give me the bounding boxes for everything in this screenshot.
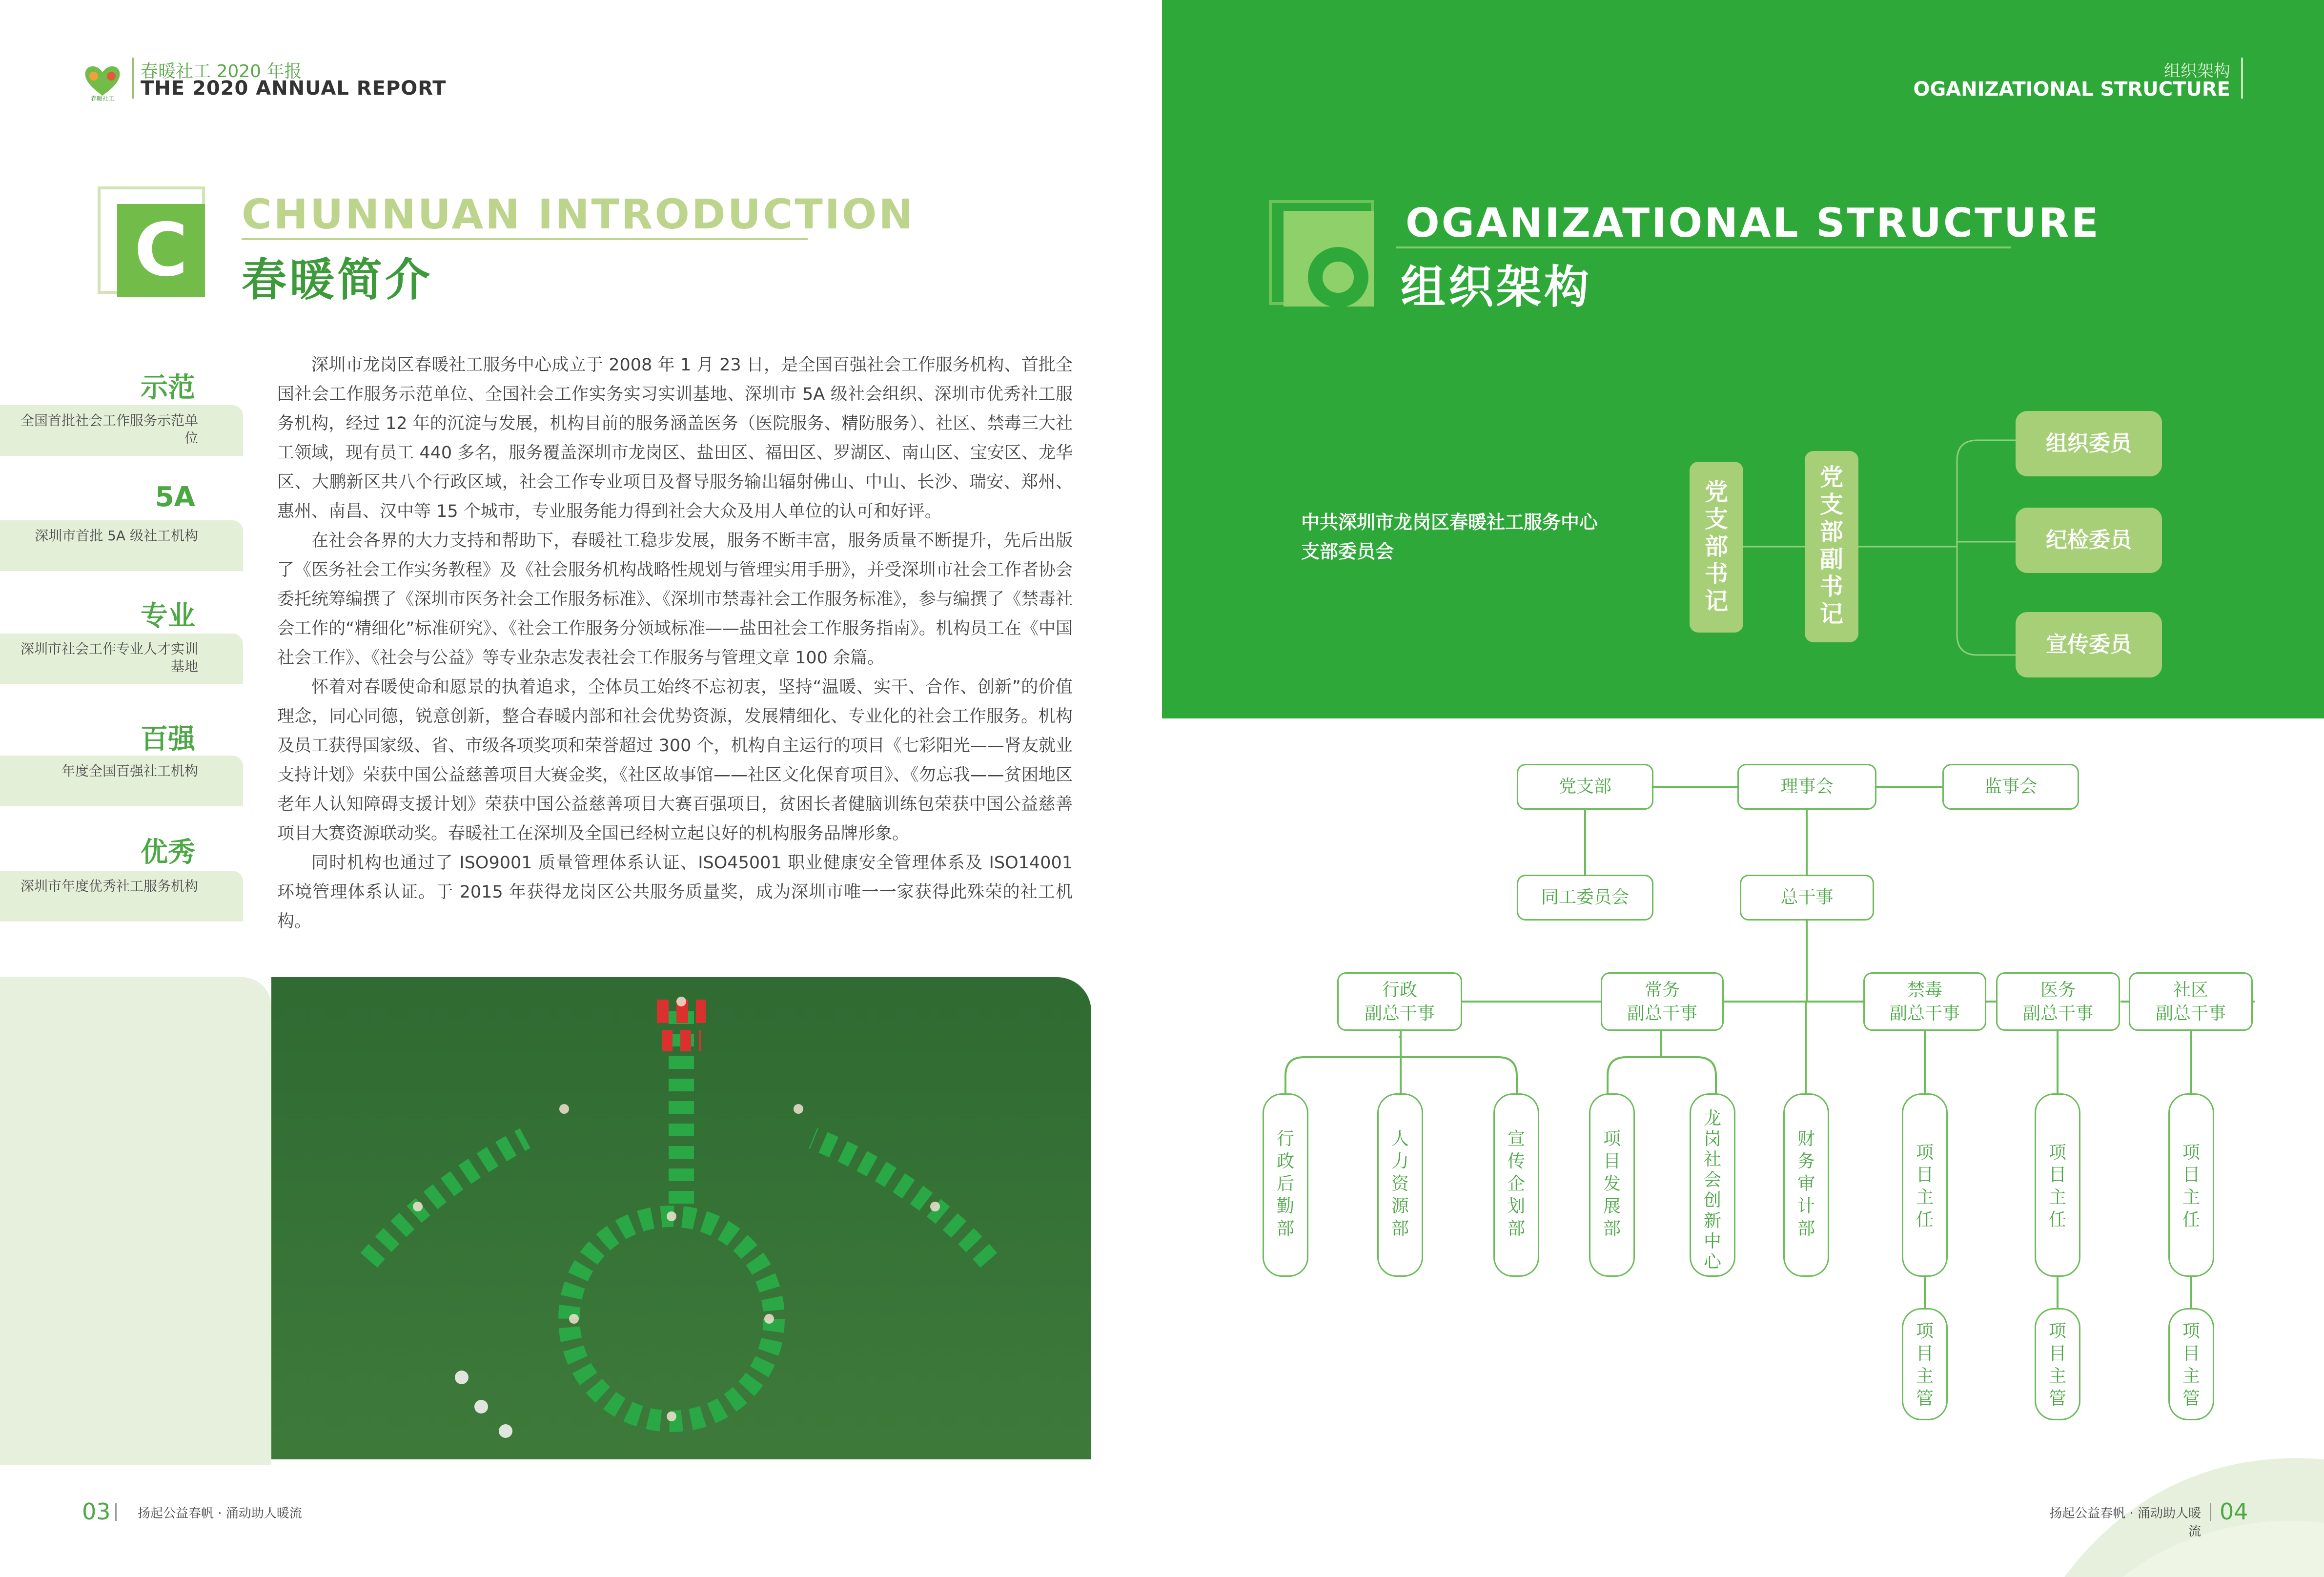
deputy-label: 副总干事	[1364, 1004, 1435, 1024]
org-node-project-manager: 项 目 主 管	[1902, 1308, 1948, 1420]
org-node-department: 财 务 审 计 部	[1783, 1093, 1829, 1277]
deputy-label: 行政	[1382, 980, 1417, 1000]
deputy-label: 副总干事	[2022, 1004, 2093, 1024]
org-node-deputy	[1996, 972, 2120, 1031]
intro-title-cn: 春暖简介	[242, 254, 433, 306]
highlight-desc: 深圳市社会工作专业人才实训基地	[0, 634, 243, 684]
party-secretary-pill: 党 支 部 书 记	[1690, 462, 1743, 633]
org-node-project-manager: 项 目 主 管	[2035, 1308, 2080, 1420]
org-node-department: 人 力 资 源 部	[1377, 1093, 1423, 1277]
org-node-project-manager: 项 目 主 管	[2168, 1308, 2214, 1420]
org-node-department: 宣 传 企 划 部	[1493, 1093, 1539, 1277]
intro-paragraph: 在社会各界的大力支持和帮助下，春暖社工稳步发展，服务不断丰富，服务质量不断提升，先后出版了《医务社会工作实务教程》及《社会服务机构战略性规划与管理实用手册》，并受深圳市社会工作者协会委托统筹编撰了《深圳市医务社会工作服务标准》、《深圳市禁毒社会工作服务标准》，参与编撰了《禁毒社会工作的“精细化”标准研究》、《社会工作服务分领域标准——盐田社会工作服务指南》。机构员工在《中国社会工作》、《社会与公益》等专业杂志发表社会工作服务与管理文章 100 余篇。	[277, 531, 1073, 668]
committee-pill: 组织委员	[2016, 411, 2162, 476]
org-node-staff-committee: 同工委员会	[1517, 875, 1653, 921]
org-node-project-lead: 项 目 主 任	[2035, 1093, 2080, 1277]
section-tag-en: OGANIZATIONAL STRUCTURE	[1913, 78, 2230, 101]
org-node-deputy	[2129, 972, 2253, 1031]
footer-slogan: 扬起公益春帆 · 涌动助人暖流	[2049, 1506, 2201, 1539]
highlight-title: 专业	[141, 600, 195, 632]
section-letter: C	[134, 208, 188, 293]
party-name-line: 中共深圳市龙岗区春暖社工服务中心	[1301, 512, 1598, 533]
org-node-board: 理事会	[1737, 764, 1876, 810]
report-title-cn: 春暖社工 2020 年报	[141, 61, 302, 82]
highlight-desc: 深圳市年度优秀社工服务机构	[0, 871, 243, 922]
org-node-deputy	[1337, 972, 1462, 1031]
highlight-title: 示范	[141, 372, 195, 404]
org-node-department: 项 目 发 展 部	[1589, 1093, 1635, 1277]
footer-slogan: 扬起公益春帆 · 涌动助人暖流	[138, 1506, 302, 1521]
deputy-label: 副总干事	[1889, 1004, 1960, 1024]
logo-text: 春暖社工	[90, 95, 115, 102]
org-node-supervisors: 监事会	[1942, 764, 2079, 810]
highlight-desc: 全国首批社会工作服务示范单位	[0, 405, 243, 456]
intro-paragraph: 怀着对春暖使命和愿景的执着追求，全体员工始终不忘初衷，坚持“温暖、实干、合作、创新”的价值理念，同心同德，锐意创新，整合春暖内部和社会优势资源，发展精细化、专业化的社会工作服务。机构及员工获得国家级、省、市级各项奖项和荣誉超过 300 个，机构自主运行的项目《七彩阳光——肾友就业支持计划》荣获中国公益慈善项目大赛金奖，《社区故事馆——社区文化保育项目》、《勿忘我——贫困地区老年人认知障碍支援计划》荣获中国公益慈善项目大赛百强项目，贫困长者健脑训练包荣获中国公益慈善项目大赛资源联动奖。春暖社工在深圳及全国已经树立起良好的机构服务品牌形象。	[277, 677, 1073, 843]
deputy-label: 社区	[2173, 980, 2208, 1000]
org-title-cn: 组织架构	[1401, 261, 1592, 313]
page-number-right: 04	[2220, 1498, 2248, 1525]
highlight-title: 优秀	[141, 837, 195, 868]
highlight-title: 百强	[141, 723, 195, 755]
footer-divider	[2210, 1503, 2211, 1521]
committee-pill: 宣传委员	[2016, 612, 2162, 677]
deputy-label: 常务	[1644, 980, 1680, 1000]
party-name-line: 支部委员会	[1301, 541, 1394, 562]
org-node-project-lead: 项 目 主 任	[1902, 1093, 1948, 1277]
org-node-deputy	[1601, 972, 1724, 1031]
highlight-desc: 年度全国百强社工机构	[0, 756, 243, 806]
deputy-label: 副总干事	[2155, 1004, 2226, 1024]
org-node-party-branch: 党支部	[1517, 764, 1653, 810]
intro-paragraph: 同时机构也通过了 ISO9001 质量管理体系认证、ISO45001 职业健康安全管理体系及 ISO14001 环境管理体系认证。于 2015 年获得龙岗区公共服务质量奖，成为深圳市唯一一家获得此殊荣的社工机构。	[277, 853, 1073, 931]
party-deputy-secretary-pill: 党 支 部 副 书 记	[1805, 451, 1858, 642]
section-tag-cn: 组织架构	[2164, 61, 2230, 81]
report-title-en: THE 2020 ANNUAL REPORT	[141, 77, 447, 100]
org-node-director: 总干事	[1740, 875, 1874, 921]
org-title-en: OGANIZATIONAL STRUCTURE	[1406, 200, 2100, 246]
org-node-department: 行 政 后 勤 部	[1263, 1093, 1308, 1277]
intro-title-en: CHUNNUAN INTRODUCTION	[242, 190, 915, 238]
page-number-left: 03	[82, 1498, 111, 1525]
intro-paragraph: 深圳市龙岗区春暖社工服务中心成立于 2008 年 1 月 23 日，是全国百强社会工作服务机构、首批全国社会工作服务示范单位、全国社会工作实务实习实训基地、深圳市 5A 级社会组织、深圳市优秀社工服务机构，经过 12 年的沉淀与发展，机构目前的服务涵盖医务（医院服务、精防服务）、社区、禁毒三大社工领域，现有员工 440 多名，服务覆盖深圳市龙岗区、盐田区、福田区、罗湖区、南山区、宝安区、龙华区、大鹏新区共八个行政区域，社会工作专业项目及督导服务输出辐射佛山、中山、长沙、瑞安、郑州、惠州、南昌、汉中等 15 个城市，专业服务能力得到社会大众及用人单位的认可和好评。	[277, 355, 1073, 521]
org-node-deputy	[1863, 972, 1986, 1031]
org-node-department: 龙 岗 社 会 创 新 中 心	[1690, 1093, 1735, 1277]
highlight-desc: 深圳市首批 5A 级社工机构	[0, 520, 243, 571]
deputy-label: 禁毒	[1907, 980, 1942, 1000]
deputy-label: 医务	[2040, 980, 2076, 1000]
deputy-label: 副总干事	[1627, 1004, 1697, 1024]
committee-pill: 纪检委员	[2016, 508, 2162, 573]
highlight-title: 5A	[155, 481, 195, 513]
org-node-project-lead: 项 目 主 任	[2168, 1093, 2214, 1277]
